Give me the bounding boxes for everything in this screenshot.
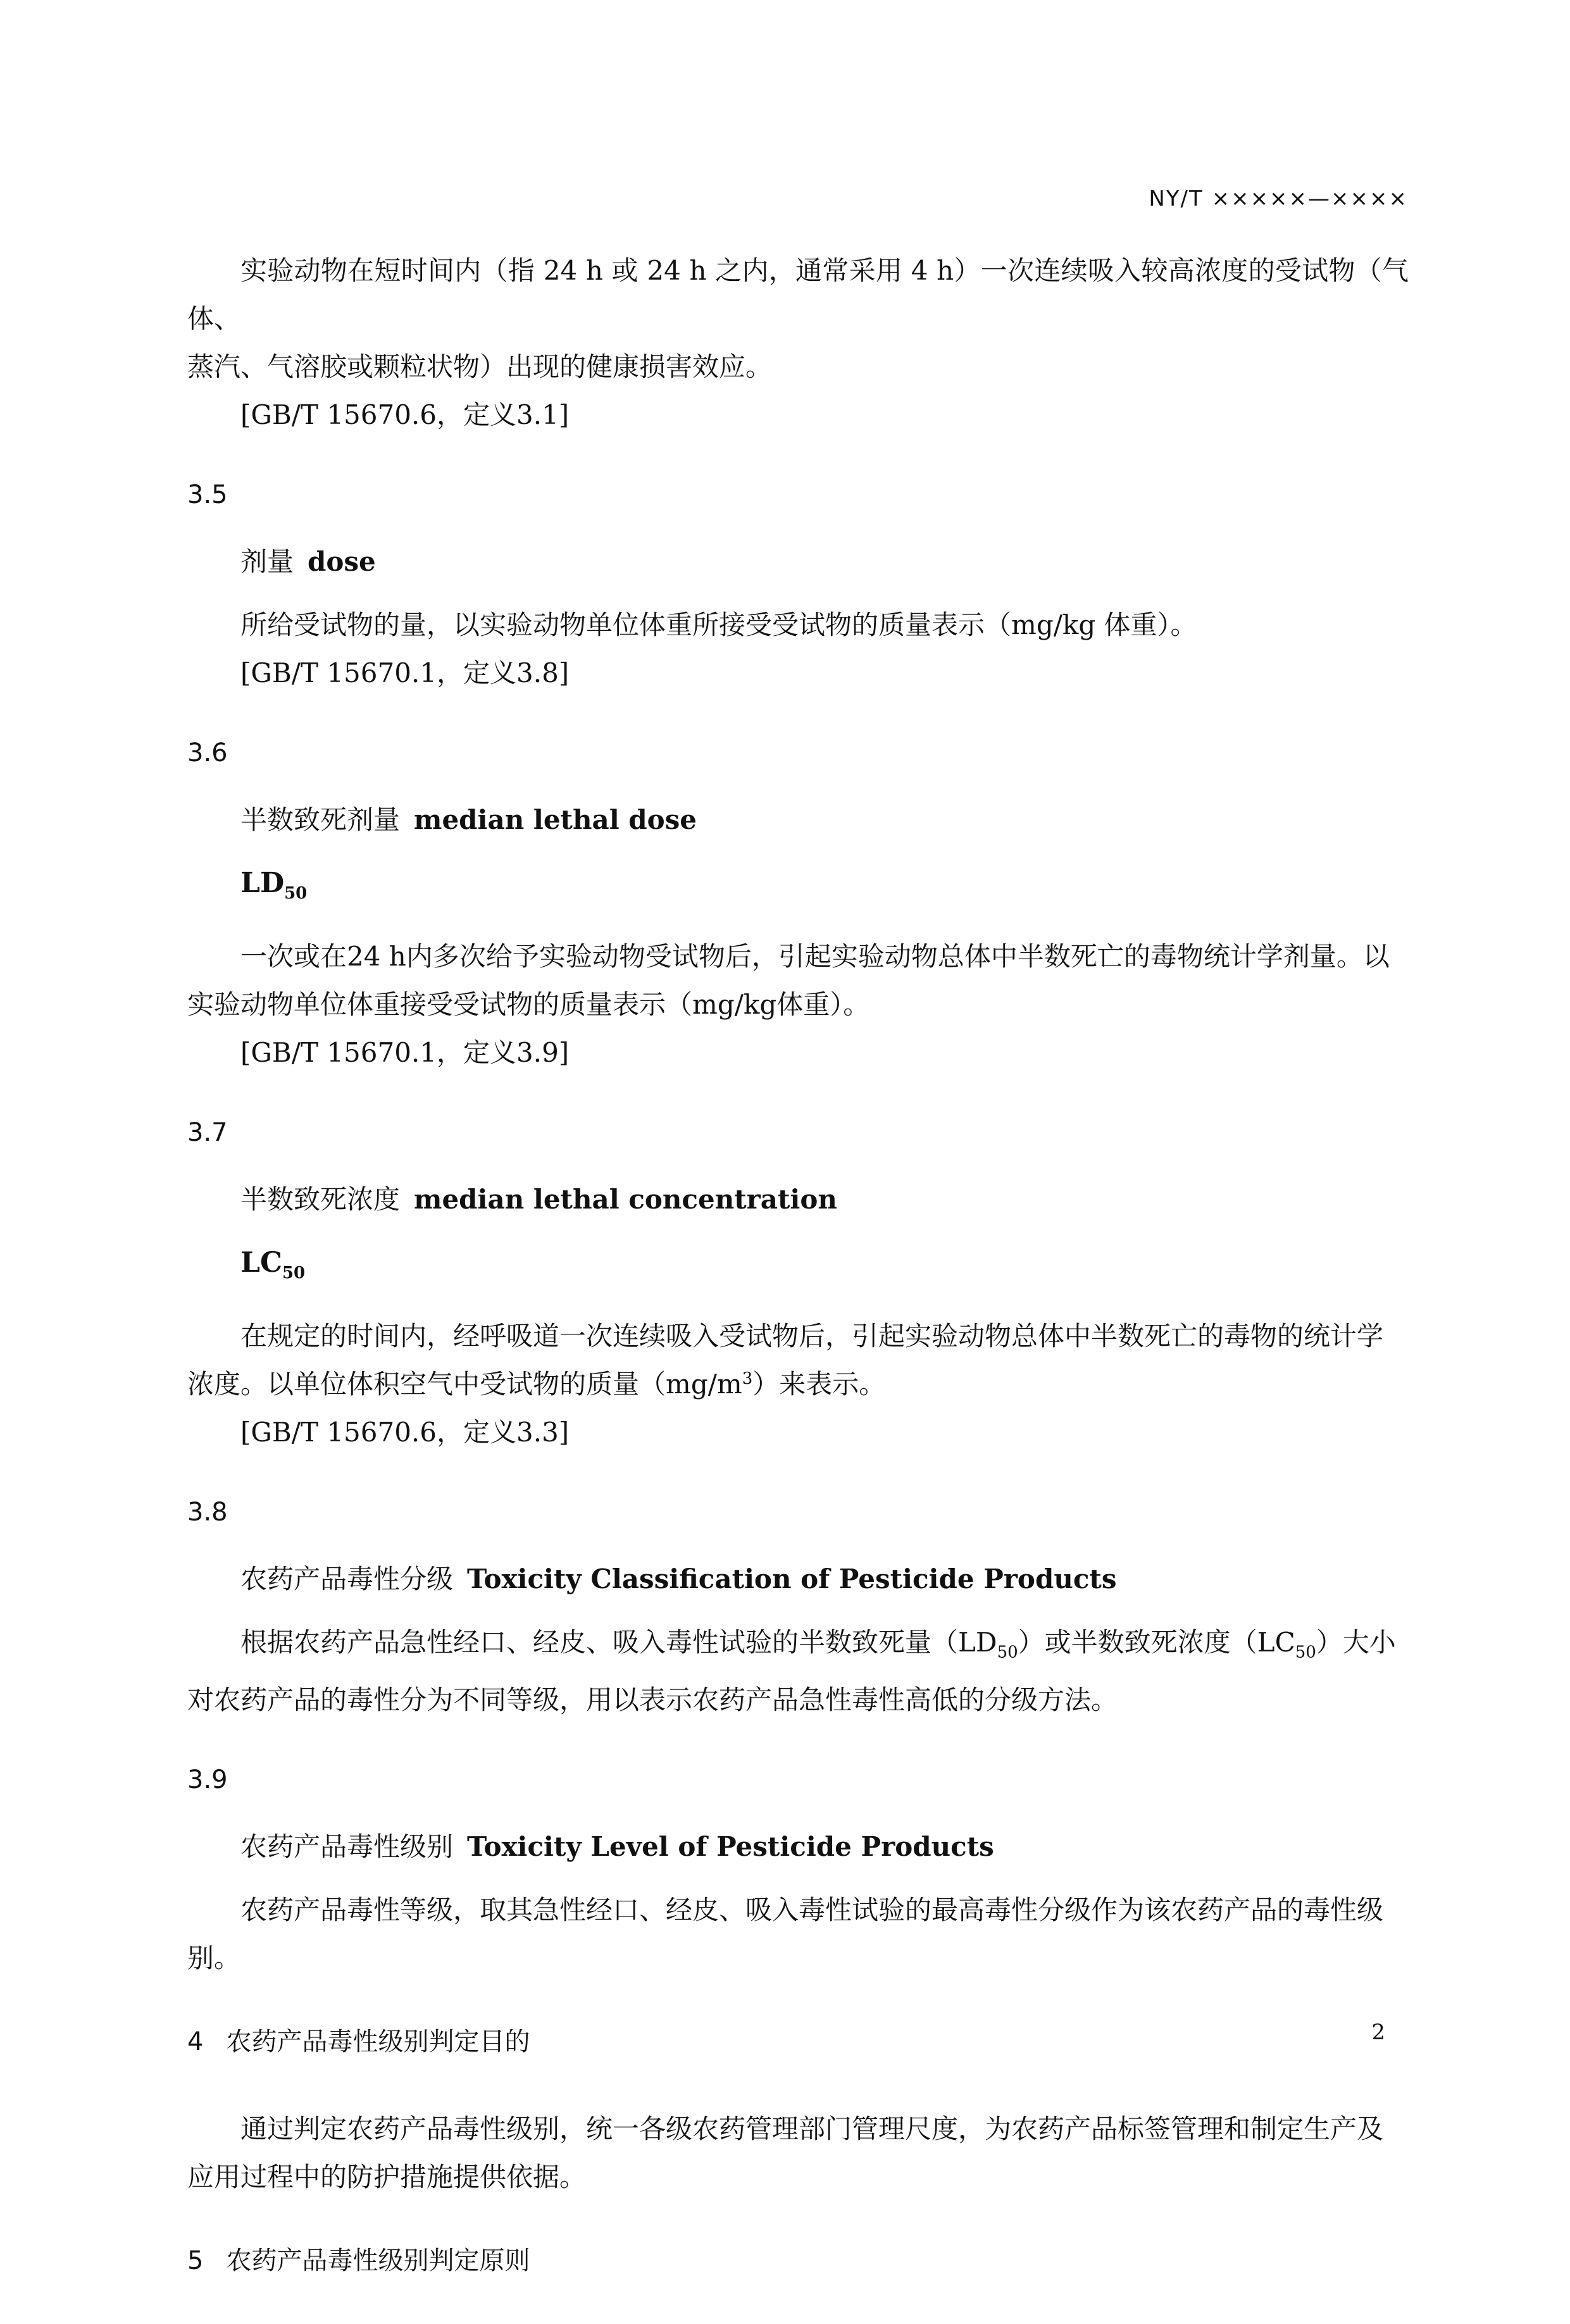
term-english: median lethal concentration [414, 1183, 837, 1215]
term-abbreviation: $LD_{50}$ [240, 867, 308, 903]
definition-reference: [GB/T 15670.6，定义3.3] [240, 1416, 570, 1448]
term-heading [187, 1176, 1409, 1224]
term-english: Toxicity Classification of Pesticide Products [467, 1563, 1117, 1594]
term-english: median lethal dose [414, 804, 697, 835]
term-chinese: 半数致死剂量 [240, 804, 401, 835]
term-chinese: 剂量 [240, 546, 294, 577]
chapter-heading [187, 2237, 1409, 2285]
clause-number: 3.8 [187, 1497, 228, 1527]
definition-text: 一次或在24 h内多次给予实验动物受试物后，引起实验动物总体中半数死亡的毒物统计学剂量。以 实验动物单位体重接受受试物的质量表示（mg/kg体重）。 [187, 940, 1390, 1020]
document-body [187, 247, 1409, 2324]
clause-number: 3.6 [187, 738, 228, 767]
standard-code-header: NY/T ×××××—×××× [1149, 186, 1408, 211]
chapter-text: 通过判定农药产品毒性级别，统一各级农药管理部门管理尺度，为农药产品标签管理和制定生产及 应用过程中的防护措施提供依据。 [187, 2113, 1384, 2192]
chapter-title: 农药产品毒性级别判定原则 [226, 2246, 530, 2275]
definition-text: 所给受试物的量，以实验动物单位体重所接受受试物的质量表示（mg/kg 体重）。 [240, 609, 1197, 640]
definition-text: 根据农药产品急性经口、经皮、吸入毒性试验的半数致死量$(LD_{50})$或半数致死浓度$(LC_{50})$大小 对农药产品的毒性分为不同等级，用以表示农药产品急性毒性高低的分级方法。 [187, 1626, 1396, 1715]
term-chinese: 半数致死浓度 [240, 1183, 401, 1215]
term-english: dose [308, 546, 376, 577]
definition-reference: [GB/T 15670.1，定义3.9] [240, 1036, 570, 1068]
definition-text: 农药产品毒性等级，取其急性经口、经皮、吸入毒性试验的最高毒性分级作为该农药产品的毒性级 别。 [187, 1894, 1384, 1973]
definition-reference: [GB/T 15670.1，定义3.8] [240, 657, 570, 688]
term-english: Toxicity Level of Pesticide Products [467, 1830, 994, 1862]
term-chinese: 农药产品毒性级别 [240, 1830, 454, 1862]
term-abbreviation: $LC_{50}$ [240, 1246, 306, 1283]
chapter-number: 4 [187, 2027, 204, 2056]
term-heading [187, 796, 1409, 844]
page-number: 2 [1371, 2020, 1385, 2045]
chapter-heading [187, 2018, 1409, 2066]
chapter-number: 5 [187, 2246, 204, 2275]
term-heading [187, 538, 1409, 586]
clause-number: 3.7 [187, 1117, 228, 1147]
chapter-title: 农药产品毒性级别判定目的 [226, 2027, 530, 2056]
term-heading [187, 1823, 1409, 1871]
definition-text: 实验动物在短时间内（指 24 h 或 24 h 之内，通常采用 4 h）一次连续吸入较高浓度的受试物（气体、 蒸汽、气溶胶或颗粒状物）出现的健康损害效应。 [187, 255, 1409, 382]
definition-text: 在规定的时间内，经呼吸道一次连续吸入受试物后，引起实验动物总体中半数死亡的毒物的统计学 浓度。以单位体积空气中受试物的质量$(mg/m^3)$来表示。 [187, 1320, 1384, 1400]
clause-number: 3.5 [187, 480, 228, 509]
term-chinese: 农药产品毒性分级 [240, 1563, 454, 1594]
term-heading [187, 1555, 1409, 1603]
clause-number: 3.9 [187, 1765, 228, 1794]
definition-reference: [GB/T 15670.6，定义3.1] [240, 399, 570, 430]
